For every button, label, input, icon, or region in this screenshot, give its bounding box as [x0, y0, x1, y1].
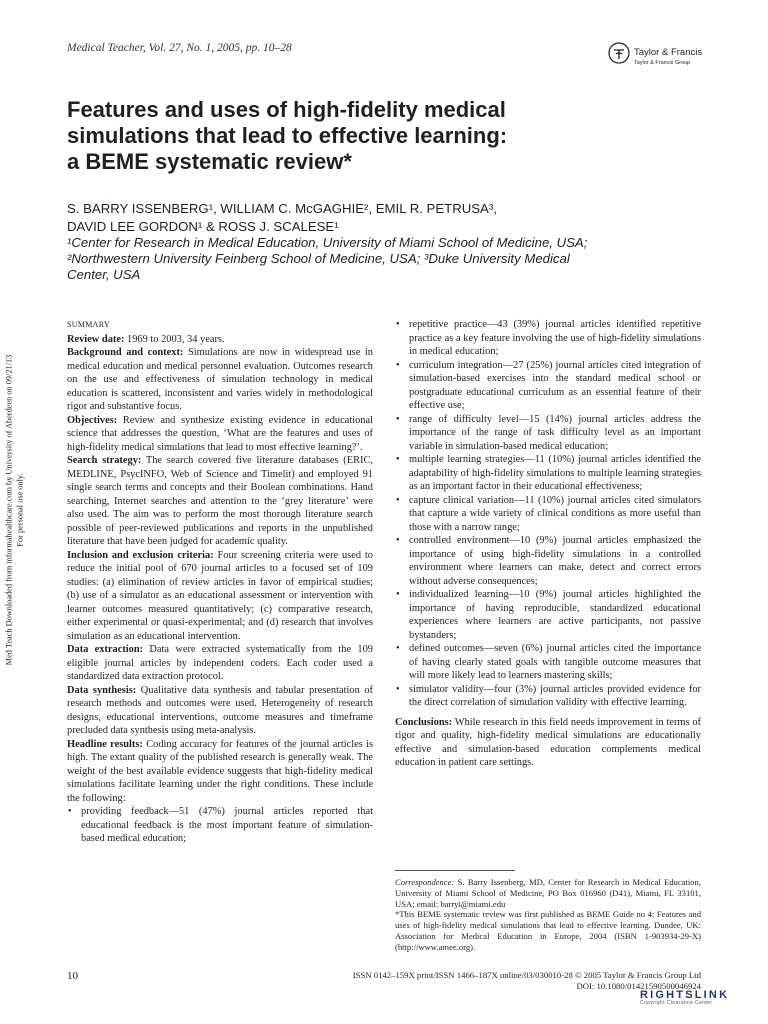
affiliation-line: ²Northwestern University Feinberg School of Medicine, USA; ³Duke University Medical — [67, 251, 570, 266]
results-list-right — [395, 318, 701, 710]
page-number: 10 — [67, 970, 78, 982]
title-line: simulations that lead to effective learning: — [67, 123, 508, 148]
author-line: S. BARRY ISSENBERG¹, WILLIAM C. McGAGHIE², EMIL R. PETRUSA³, — [67, 201, 497, 216]
summary-right-column — [395, 318, 701, 770]
publisher-logo — [608, 42, 702, 67]
affiliations — [67, 235, 707, 283]
data-extraction-paragraph — [67, 643, 373, 684]
title-line: Features and uses of high-fidelity medical — [67, 97, 506, 122]
publisher-name: Taylor & Francis — [634, 47, 703, 58]
list-item: • individualized learning—10 (9%) journal articles highlighted the importance of having reproducible, standardized educational experiences where learners are active participants, not passive bystanders; — [395, 588, 701, 642]
objectives-paragraph — [67, 414, 373, 455]
personal-use-notice: For personal use only. — [15, 473, 24, 547]
list-item: • controlled environment—10 (9%) journal articles emphasized the importance of using high-fidelity simulations in a controlled environment where learners can make, detect and correct errors without adverse consequences; — [395, 534, 701, 588]
correspondence-text: S. Barry Issenberg, MD, Center for Research in Medical Education, University of Miami School of Medicine, PO Box 016960 (D41), Miami, FL 33101, USA; email: barryi@miami.edu — [395, 877, 701, 909]
search-strategy-label: Search strategy: — [67, 455, 142, 466]
download-notice-line: Med Teach Downloaded from informahealthcare.com by University of Aberdeen on 09/21/13 — [4, 354, 14, 666]
headline-results-paragraph — [67, 738, 373, 806]
headline-results-text: Coding accuracy for features of the journal articles is high. The extant quality of the published research is generally weak. The weight of the best available evidence suggests that high-fidelity medical simulations facilitate learning under the right conditions. These include the following: — [67, 738, 373, 804]
correspondence-label: Correspondence: — [395, 877, 455, 887]
correspondence-note — [395, 877, 701, 909]
headline-results-label: Headline results: — [67, 738, 143, 750]
data-synthesis-paragraph — [67, 684, 373, 738]
list-item: • defined outcomes—seven (6%) journal articles cited the importance of having clearly stated goals with tangible outcome measures that will more likely lead to learners mastering skills; — [395, 642, 701, 683]
beme-note: *This BEME systematic review was first published as BEME Guide no 4: Features and uses of high-fidelity medical simulations that lead to effective learning. Dundee, UK: Association for Medical Education in Europe, 2004 (ISBN 1-903934-29-X) (http://www.amee.org). — [395, 909, 701, 952]
conclusions-label: Conclusions: — [395, 716, 453, 728]
background-text: Simulations are now in widespread use in medical education and medical personnel evaluation. Outcomes research on the use and effectiveness of simulation technology in medical education is scattered, inconsistent and varies widely in methodological rigor and substantive focus. — [67, 347, 373, 412]
list-item: • simulator validity—four (3%) journal articles provided evidence for the direct correlation of simulation validity with effective learning. — [395, 683, 701, 710]
list-item: • multiple learning strategies—11 (10%) journal articles identified the adaptability of high-fidelity simulations to multiple learning strategies as an important factor in their educational effectiveness; — [395, 453, 701, 494]
review-date-text: 1969 to 2003, 34 years. — [124, 333, 225, 345]
objectives-label: Objectives: — [67, 414, 118, 426]
footnotes — [395, 877, 701, 953]
inclusion-criteria-paragraph — [67, 549, 373, 644]
download-notice — [2, 325, 28, 695]
footnote-divider — [395, 870, 515, 871]
rightslink-subtitle: Copyright Clearance Center — [640, 1000, 713, 1006]
affiliation-line: Center, USA — [67, 267, 141, 282]
data-extraction-text: Data were extracted systematically from the 109 eligible journal articles by independent coders. Each coder used a standardized data extraction protocol. — [67, 644, 373, 682]
list-item: • providing feedback—51 (47%) journal articles reported that educational feedback is the most important feature of simulation-based medical education; — [67, 805, 373, 846]
list-item: • curriculum integration—27 (25%) journal articles cited integration of simulation-based exercises into the standard medical school or postgraduate educational curriculum as an essential feature of their effective use; — [395, 359, 701, 413]
rightslink-logo[interactable] — [640, 989, 752, 1019]
search-strategy-paragraph — [67, 454, 373, 549]
conclusions-text: While research in this field needs improvement in terms of rigor and quality, high-fidelity medical simulations are educationally effective and simulation-based education complements medical education in patient care settings. — [395, 716, 701, 768]
journal-citation: Medical Teacher, Vol. 27, No. 1, 2005, pp. 10–28 — [67, 42, 292, 54]
title-line: a BEME systematic review* — [67, 149, 352, 174]
publisher-group: Taylor & Francis Group — [634, 60, 691, 66]
taylor-francis-logo-icon — [608, 42, 630, 64]
data-synthesis-label: Data synthesis: — [67, 684, 137, 696]
review-date-label: Review date: — [67, 333, 125, 345]
data-synthesis-text: Qualitative data synthesis and tabular presentation of research methods and outcomes were used. Heterogeneity of research designs, educational interventions, outcome measures and timeframe precluded data synthesis using meta-analysis. — [67, 684, 373, 736]
list-item: • capture clinical variation—11 (10%) journal articles cited simulators that capture a wide variety of clinical conditions as more useful than those with a narrow range; — [395, 494, 701, 535]
author-line: DAVID LEE GORDON¹ & ROSS J. SCALESE¹ — [67, 219, 339, 234]
review-date-paragraph — [67, 333, 373, 347]
inclusion-criteria-text: Four screening criteria were used to reduce the initial pool of 670 journal articles to a focused set of 109 studies: (a) elimination of review articles in favor of empirical studies; (b) use of a simulator as an educational assessment or intervention with learner outcomes measured quantitatively; (c) comparative research, either experimental or quasi-experimental; and (d) research that involves simulation as an educational intervention. — [67, 549, 373, 642]
rightslink-text: RIGHTSLINK — [640, 989, 730, 1001]
author-list — [67, 200, 707, 236]
results-list-left — [67, 805, 373, 846]
article-title — [67, 97, 687, 175]
list-item: • range of difficulty level—15 (14%) journal articles address the importance of the range of task difficulty level as an important variable in simulation-based medical education; — [395, 413, 701, 454]
conclusions-paragraph — [395, 716, 701, 770]
inclusion-criteria-label: Inclusion and exclusion criteria: — [67, 549, 214, 561]
doi-line: DOI: 10.1080/01421590500046924 — [576, 980, 701, 991]
background-paragraph — [67, 346, 373, 414]
affiliation-line: ¹Center for Research in Medical Education, University of Miami School of Medicine, USA; — [67, 235, 588, 250]
objectives-text: Review and synthesize existing evidence in educational science that addresses the question, ‘What are the features and uses of high-fidelity medical simulations that lead to most effective learning?’. — [67, 414, 373, 453]
issn-line: ISSN 0142–159X print/ISSN 1466–187X online/03/030010-28 © 2005 Taylor & Francis Group Ltd — [352, 970, 701, 980]
summary-heading: SUMMARY — [67, 320, 111, 329]
summary-left-column — [67, 318, 373, 846]
data-extraction-label: Data extraction: — [67, 644, 144, 655]
background-label: Background and context: — [67, 347, 184, 358]
list-item: • repetitive practice—43 (39%) journal articles identified repetitive practice as a key feature involving the use of high-fidelity simulations in medical education; — [395, 318, 701, 359]
search-strategy-text: The search covered five literature databases (ERIC, MEDLINE, PsycINFO, Web of Science and Timelit) and employed 91 single search terms and concepts and their Boolean combinations. Hand searching, Internet searches and attention to the ‘grey literature’ were also used. The aim was to perform the most thorough literature search possible of peer-reviewed publications and reports in the unpublished literature that have been judged for academic quality. — [67, 455, 373, 547]
publication-footer — [231, 970, 701, 991]
